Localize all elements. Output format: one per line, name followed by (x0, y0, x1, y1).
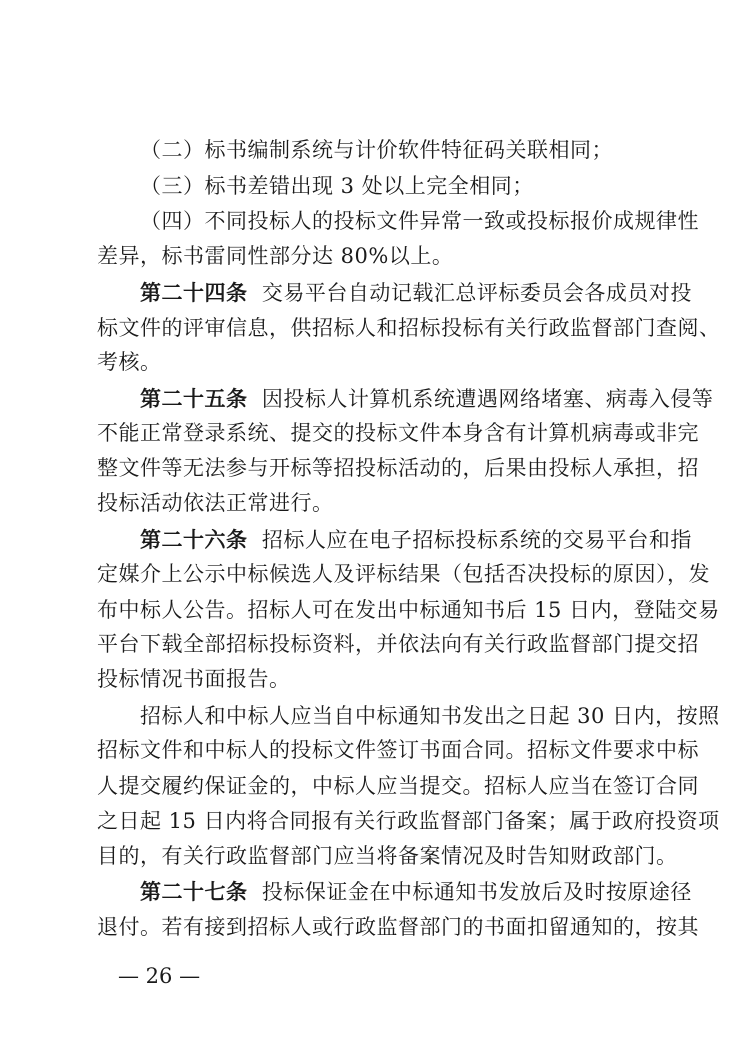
article-text: 因投标人计算机系统遭遇网络堵塞、病毒入侵等 (261, 387, 714, 411)
paragraph-line: （三）标书差错出现 3 处以上完全相同； (140, 174, 534, 198)
paragraph-line: 定媒介上公示中标候选人及评标结果（包括否决投标的原因），发 (97, 562, 710, 586)
paragraph-line: 标文件的评审信息，供招标人和招标投标有关行政监督部门查阅、 (97, 316, 721, 340)
article-text: 投标保证金在中标通知书发放后及时按原途径 (261, 880, 692, 904)
article-heading: 第二十五条 (140, 386, 248, 411)
paragraph-line: （二）标书编制系统与计价软件特征码关联相同； (140, 138, 613, 162)
paragraph-line: 差异，标书雷同性部分达 80%以上。 (97, 244, 454, 268)
paragraph-line: 目的，有关行政监督部门应当将备案情况及时告知财政部门。 (97, 844, 678, 868)
page-number: — 26 — (118, 964, 201, 988)
paragraph-line: 人提交履约保证金的，中标人应当提交。招标人应当在签订合同 (97, 774, 699, 798)
paragraph-line: 整文件等无法参与开标等招投标活动的，后果由投标人承担，招 (97, 456, 699, 480)
article-heading: 第二十七条 (140, 879, 248, 904)
paragraph-line: 之日起 15 日内将合同报有关行政监督部门备案；属于政府投资项 (97, 809, 720, 833)
article-heading: 第二十四条 (140, 280, 248, 305)
article-24-line (140, 279, 692, 307)
article-heading: 第二十六条 (140, 527, 248, 552)
paragraph-line: 招标人和中标人应当自中标通知书发出之日起 30 日内，按照 (140, 704, 720, 728)
paragraph-line: 招标文件和中标人的投标文件签订书面合同。招标文件要求中标 (97, 738, 699, 762)
paragraph-line: 考核。 (97, 350, 162, 374)
article-26-line (140, 526, 692, 554)
paragraph-line: 布中标人公告。招标人可在发出中标通知书后 15 日内，登陆交易 (97, 598, 720, 622)
paragraph-line: 投标情况书面报告。 (97, 667, 291, 691)
paragraph-line: 退付。若有接到招标人或行政监督部门的书面扣留通知的，按其 (97, 915, 699, 939)
article-27-line (140, 878, 692, 906)
paragraph-line: 平台下载全部招标投标资料，并依法向有关行政监督部门提交招 (97, 632, 699, 656)
article-text: 招标人应在电子招标投标系统的交易平台和指 (261, 528, 692, 552)
article-text: 交易平台自动记载汇总评标委员会各成员对投 (261, 281, 692, 305)
paragraph-line: （四）不同投标人的投标文件异常一致或投标报价成规律性 (140, 209, 699, 233)
paragraph-line: 投标活动依法正常进行。 (97, 491, 334, 515)
article-25-line (140, 385, 713, 413)
paragraph-line: 不能正常登录系统、提交的投标文件本身含有计算机病毒或非完 (97, 421, 699, 445)
